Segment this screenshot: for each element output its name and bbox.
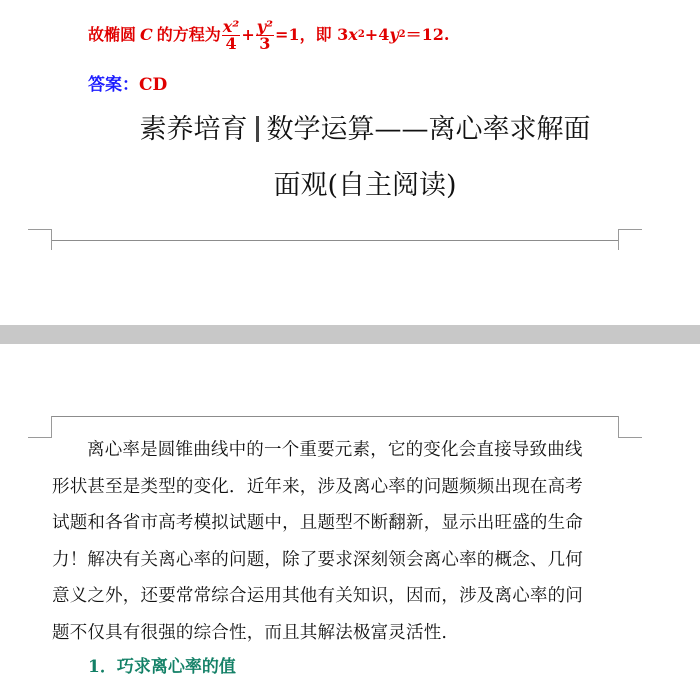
equation-plus: + [241, 25, 255, 44]
page-top-border [52, 416, 618, 417]
page-separator [0, 325, 700, 344]
fraction-x-numerator: x² [222, 16, 240, 36]
margin-guide-tl-h [28, 437, 52, 438]
equation-equals: =1，即 3 [275, 25, 349, 44]
page-bottom-border [52, 240, 618, 241]
answer-value: CD [139, 75, 168, 95]
heading-part-2: 数学运算——离心率求解面 [266, 114, 591, 145]
equation-end: ＝12. [405, 25, 450, 44]
margin-guide-br-h [618, 229, 642, 230]
equation-var-c: C [140, 25, 153, 44]
fraction-x-over-4 [222, 16, 241, 53]
document-page-top [0, 0, 700, 325]
answer-line [88, 72, 167, 98]
margin-guide-br-v [618, 229, 619, 250]
ellipse-equation [88, 12, 449, 58]
equation-y: y [389, 25, 399, 44]
margin-guide-bl-h [28, 229, 52, 230]
section-heading-line-2: 面观(自主阅读) [273, 170, 457, 201]
paragraph-line: 题不仅具有很强的综合性，而且其解法极富灵活性. [52, 622, 448, 643]
fraction-y-numerator: y² [256, 16, 274, 36]
section-heading-line-1 [60, 110, 670, 150]
fraction-y-denominator: 3 [259, 33, 271, 53]
intro-paragraph [52, 432, 627, 651]
heading-part-1: 素养培育 [139, 114, 248, 145]
answer-label: 答案： [88, 75, 139, 95]
fraction-x-denominator: 4 [225, 33, 237, 53]
paragraph-line: 形状甚至是类型的变化．近年来，涉及离心率的问题频频出现在高考 [52, 476, 583, 497]
fraction-y-over-3 [256, 16, 274, 53]
equation-middle: 的方程为 [156, 25, 221, 44]
paragraph-line: 力！解决有关离心率的问题，除了要求深刻领会离心率的概念、几何 [52, 549, 583, 570]
paragraph-line: 离心率是圆锥曲线中的一个重要元素，它的变化会直接导致曲线 [87, 440, 583, 460]
equation-x: x [348, 25, 358, 44]
paragraph-line: 试题和各省市高考模拟试题中，且题型不断翻新，显示出旺盛的生命 [52, 513, 583, 533]
paragraph-line: 意义之外，还要常常综合运用其他有关知识，因而，涉及离心率的问 [52, 586, 583, 606]
heading-separator [256, 116, 259, 142]
equation-y-exponent: 2 [398, 29, 406, 40]
equation-plus-four: +4 [364, 25, 390, 44]
equation-x-exponent: 2 [357, 29, 365, 40]
equation-prefix: 故椭圆 [88, 25, 137, 44]
sub-heading: 1．巧求离心率的值 [88, 657, 236, 677]
